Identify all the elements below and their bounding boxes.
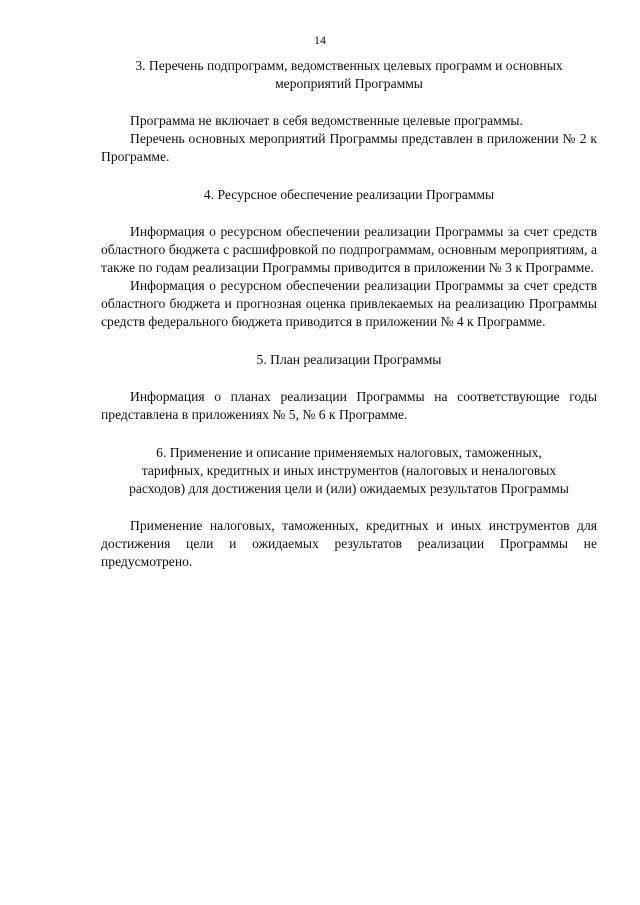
section-3-heading-line-2: мероприятий Программы bbox=[275, 76, 423, 91]
section-3-paragraph-2: Перечень основных мероприятий Программы представлен в приложении № 2 к Программе. bbox=[101, 131, 597, 164]
section-3-heading bbox=[101, 57, 597, 93]
section-5-paragraph-1: Информация о планах реализации Программы на соответствующие годы представлена в приложениях № 5, № 6 к Программе. bbox=[101, 389, 597, 422]
section-6-paragraph-1: Применение налоговых, таможенных, кредитных и иных инструментов для достижения цели и ожидаемых результатов реализации Программы не предусмотрено. bbox=[101, 518, 597, 569]
section-3-heading-line-1: 3. Перечень подпрограмм, ведомственных целевых программ и основных bbox=[135, 58, 563, 73]
section-6-heading-line-2: тарифных, кредитных и иных инструментов (налоговых и неналоговых bbox=[141, 463, 557, 478]
section-6-heading bbox=[101, 444, 597, 498]
section-6-heading-line-3: расходов) для достижения цели и (или) ожидаемых результатов Программы bbox=[129, 481, 569, 496]
document-body bbox=[101, 57, 597, 571]
section-3-paragraph-1: Программа не включает в себя ведомственные целевые программы. bbox=[130, 113, 523, 128]
page-number: 14 bbox=[314, 33, 326, 47]
section-5-heading: 5. План реализации Программы bbox=[256, 352, 442, 367]
section-4-heading: 4. Ресурсное обеспечение реализации Программы bbox=[203, 187, 495, 202]
section-6-heading-line-1: 6. Применение и описание применяемых налоговых, таможенных, bbox=[156, 445, 542, 460]
section-4-paragraph-2: Информация о ресурсном обеспечении реализации Программы за счет средств областного бюджета и прогнозная оценка привлекаемых на реализацию Программы средств федерального бюджета приводится в приложении № 4 к Программе. bbox=[101, 278, 597, 329]
section-4-paragraph-1: Информация о ресурсном обеспечении реализации Программы за счет средств областного бюджета с расшифровкой по подпрограммам, основным мероприятиям, а также по годам реализации Программы приводится в приложении № 3 к Программе. bbox=[101, 224, 597, 275]
